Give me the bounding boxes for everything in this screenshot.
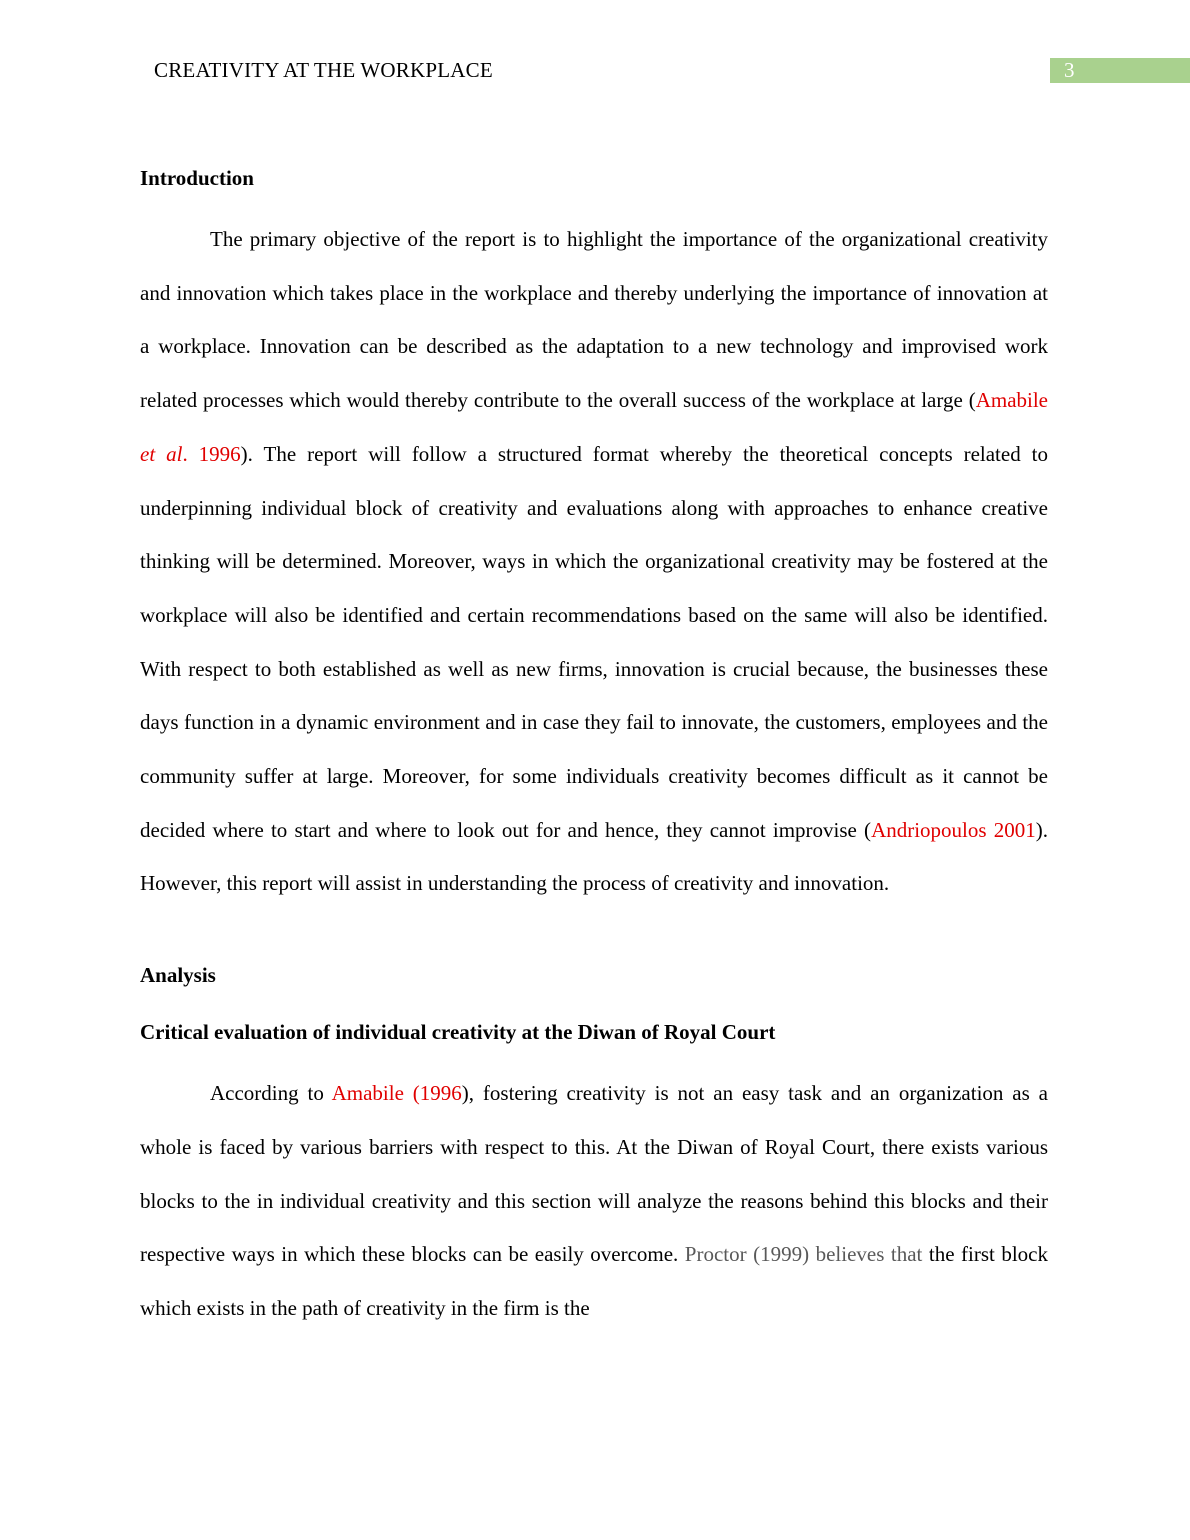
citation-text: Amabile	[975, 388, 1048, 413]
citation-year: . 1996	[182, 441, 241, 466]
introduction-paragraph	[140, 213, 1048, 911]
paragraph-text: ). However, this report will assist in understanding the process of creativity and innovation.	[140, 817, 1048, 896]
analysis-subheading: Critical evaluation of individual creativity at the Diwan of Royal Court	[140, 1020, 776, 1045]
running-title: CREATIVITY AT THE WORKPLACE	[154, 58, 493, 82]
introduction-heading: Introduction	[140, 166, 254, 190]
paragraph-text: ). The report will follow a structured format whereby the theoretical concepts related to underpinning individual block of creativity and evaluations along with approaches to enhance creative thinking will be determined. Moreover, ways in which the organizational creativity may be fostered at the workplace will also be identified and certain recommendations based on the same will also be identified. With respect to both established as well as new firms, innovation is crucial because, the businesses these days function in a dynamic environment and in case they fail to innovate, the customers, employees and the community suffer at large. Moreover, for some individuals creativity becomes difficult as it cannot be decided where to start and where to look out for and hence, they cannot improvise (	[140, 441, 1049, 842]
citation-andriopoulos: Andriopoulos 2001	[871, 817, 1036, 842]
paragraph-text: ), fostering creativity is not an easy task and an organization as a whole is faced by various barriers with respect to this. At the Diwan of Royal Court, there exists various blocks to the in individual creativity and this section will analyze the reasons behind this blocks and their respective ways in which these blocks can be easily overcome.	[140, 1081, 1048, 1267]
citation-italic: et al	[140, 441, 183, 466]
citation-proctor: Proctor (1999) believes that	[684, 1242, 929, 1267]
paragraph-text: According to	[210, 1081, 332, 1106]
analysis-heading: Analysis	[140, 963, 216, 988]
document-body	[140, 160, 1048, 1336]
paragraph-text: The primary objective of the report is to highlight the importance of the organizational creativity and innovation which takes place in the workplace and thereby underlying the importance of innovation at a workplace. Innovation can be described as the adaptation to a new technology and improvised work related processes which would thereby contribute to the overall success of the workplace at large (	[140, 227, 1048, 413]
page-number: 3	[1064, 58, 1075, 82]
citation-amabile-1996: Amabile (1996	[331, 1081, 462, 1106]
paragraph-text: the first block which exists in the path of creativity in the firm is the	[140, 1242, 1048, 1320]
analysis-paragraph	[140, 1067, 1048, 1336]
